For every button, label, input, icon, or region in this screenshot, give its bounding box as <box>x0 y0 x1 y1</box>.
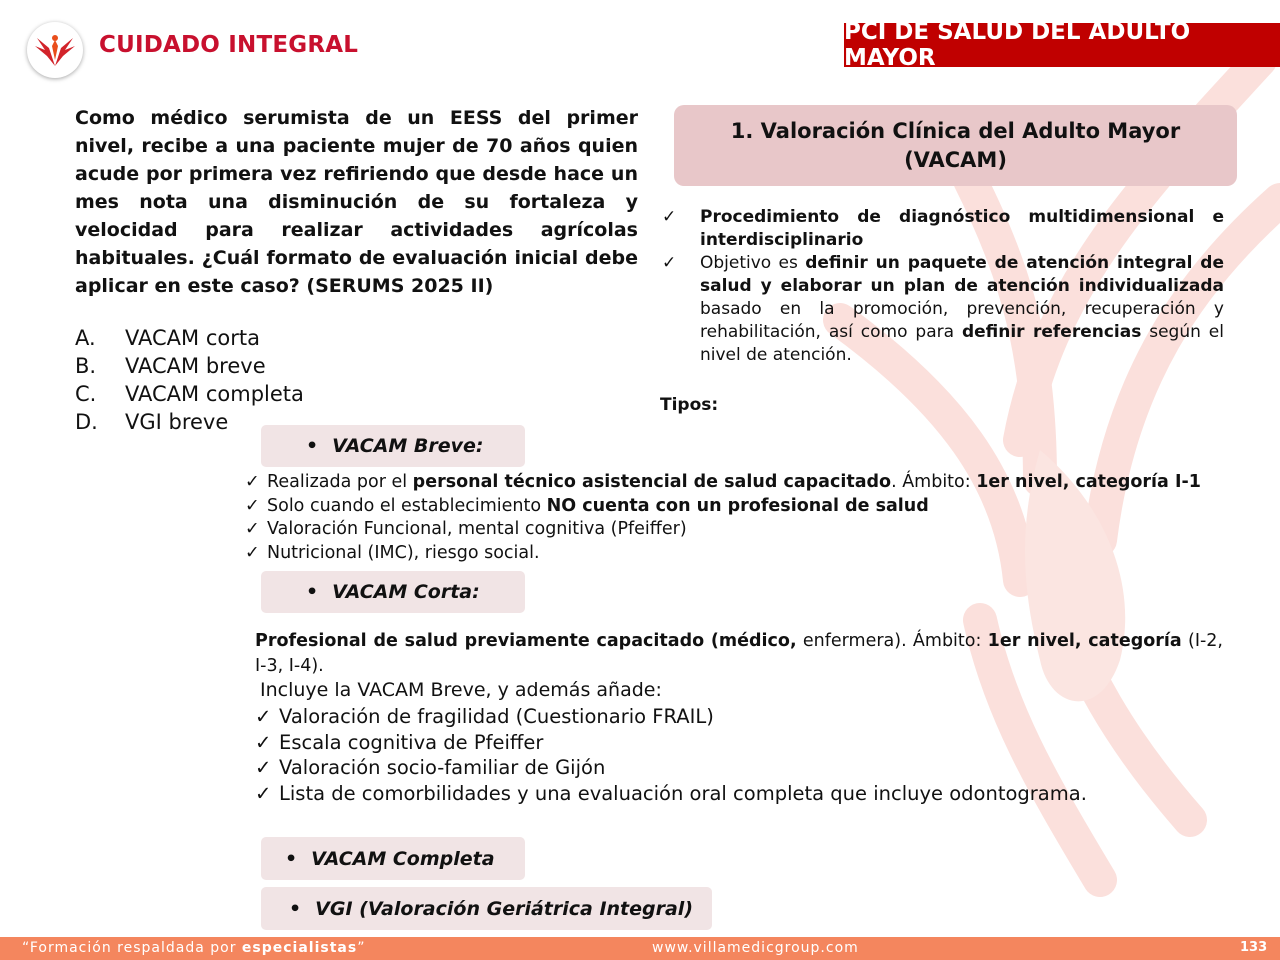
bullet-icon: • <box>289 897 302 920</box>
vacam-corta-includes: Incluye la VACAM Breve, y además añade: <box>260 679 662 701</box>
list-item: ✓ Valoración socio-familiar de Gijón <box>255 756 606 779</box>
option-a[interactable]: A. VACAM corta <box>75 326 260 350</box>
list-item: ✓ Valoración Funcional, mental cognitiva (Pfeiffer) <box>245 518 1235 542</box>
option-c[interactable]: C. VACAM completa <box>75 382 304 406</box>
list-item: ✓ Nutricional (IMC), riesgo social. <box>245 542 1235 566</box>
check-icon: ✓ <box>255 705 272 728</box>
vacam-breve-list <box>245 471 1235 565</box>
list-item: ✓ Lista de comorbilidades y una evaluación oral completa que incluye odontograma. <box>255 781 1087 805</box>
logo <box>27 22 83 78</box>
footer-slogan: “Formación respaldada por especialistas” <box>22 940 366 956</box>
list-item: ✓ Realizada por el personal técnico asistencial de salud capacitado. Ámbito: 1er nivel, categoría I-1 <box>245 471 1235 495</box>
brand-title: CUIDADO INTEGRAL <box>99 32 359 58</box>
footer-url[interactable]: www.villamedicgroup.com <box>652 940 859 956</box>
list-item: ✓ Procedimiento de diagnóstico multidimensional e interdisciplinario <box>662 207 1224 250</box>
bullet-icon: • <box>306 435 319 457</box>
pill-vacam-breve: • VACAM Breve: <box>261 425 525 467</box>
footer-bar <box>0 937 1280 960</box>
phoenix-icon <box>33 30 77 70</box>
check-icon: ✓ <box>662 207 677 227</box>
option-b[interactable]: B. VACAM breve <box>75 354 266 378</box>
topic-banner: PCI DE SALUD DEL ADULTO MAYOR <box>844 23 1280 67</box>
section-title: 1. Valoración Clínica del Adulto Mayor (VACAM) <box>730 118 1181 172</box>
list-item: ✓ Escala cognitiva de Pfeiffer <box>255 730 544 754</box>
check-icon: ✓ <box>662 253 677 273</box>
option-d[interactable]: D. VGI breve <box>75 410 229 434</box>
section-description <box>662 206 1224 367</box>
check-icon: ✓ <box>245 472 260 492</box>
check-icon: ✓ <box>255 781 272 805</box>
check-icon: ✓ <box>255 730 272 754</box>
vacam-corta-list <box>255 704 1245 806</box>
bullet-icon: • <box>306 581 319 603</box>
check-icon: ✓ <box>245 519 260 539</box>
list-item: ✓ Valoración de fragilidad (Cuestionario FRAIL) <box>255 705 714 728</box>
check-icon: ✓ <box>245 542 260 563</box>
pill-vacam-corta: • VACAM Corta: <box>261 571 525 613</box>
list-item: ✓ Solo cuando el establecimiento NO cuenta con un profesional de salud <box>245 495 1235 519</box>
pill-vgi: • VGI (Valoración Geriátrica Integral) <box>261 887 712 930</box>
page-number: 133 <box>1240 940 1268 955</box>
answer-options <box>75 324 638 436</box>
check-icon: ✓ <box>255 756 272 779</box>
vacam-corta-description: Profesional de salud previamente capacitado (médico, enfermera). Ámbito: 1er nivel, categoría (I-2, I-3, I-4). <box>255 631 1223 676</box>
section-title-box <box>674 105 1237 186</box>
bullet-icon: • <box>285 847 298 870</box>
pill-vacam-completa: • VACAM Completa <box>261 837 525 880</box>
question-text: Como médico serumista de un EESS del primer nivel, recibe a una paciente mujer de 70 años quien acude por primera vez refiriendo que desde hace un mes nota una disminución de su fortaleza y velocidad para realizar actividades agrícolas habituales. ¿Cuál formato de evaluación inicial debe aplicar en este caso? (SERUMS 2025 II) <box>75 107 638 297</box>
types-label: Tipos: <box>660 395 719 415</box>
check-icon: ✓ <box>245 495 260 516</box>
list-item: ✓ Objetivo es definir un paquete de atención integral de salud y elaborar un plan de atención individualizada basado en la promoción, prevención, recuperación y rehabilitación, así como para definir referencias según el nivel de atención. <box>662 253 1224 365</box>
